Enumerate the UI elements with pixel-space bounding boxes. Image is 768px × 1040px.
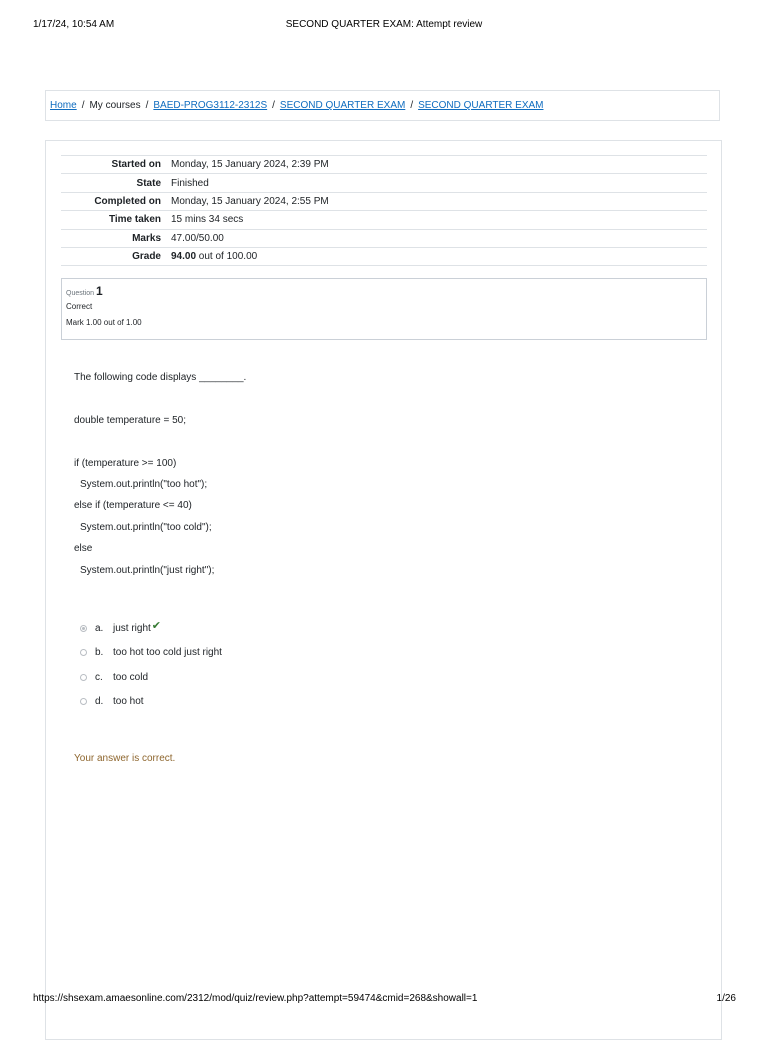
question-line: double temperature = 50; [74,415,187,426]
question-line: if (temperature >= 100) [74,458,177,469]
breadcrumb-separator: / [410,100,414,111]
question-prefix: Question [66,290,96,297]
attempt-summary-table [61,155,707,266]
answer-feedback: Your answer is correct. [74,753,176,764]
summary-value: Monday, 15 January 2024, 2:39 PM [171,159,329,171]
option-letter: c. [95,671,103,683]
radio-button[interactable] [80,698,87,705]
option-letter: a. [95,622,104,634]
question-number [66,284,702,298]
answer-option-b[interactable] [80,645,222,659]
option-letter: d. [95,695,104,707]
breadcrumb-quiz-link[interactable]: SECOND QUARTER EXAM [418,100,544,111]
breadcrumb-section-link[interactable]: SECOND QUARTER EXAM [279,100,406,111]
question-line: else if (temperature <= 40) [74,500,192,511]
print-title: SECOND QUARTER EXAM: Attempt review [285,19,483,30]
question-line: System.out.println("too hot"); [80,479,208,490]
summary-label: Grade [132,251,161,263]
answer-option-a[interactable] [80,621,161,635]
summary-value: 15 mins 34 secs [171,214,244,226]
question-line: The following code displays ________. [74,372,247,383]
breadcrumb [45,90,720,121]
summary-value: Monday, 15 January 2024, 2:55 PM [171,195,329,207]
summary-row [61,229,707,247]
question-line: System.out.println("just right"); [80,565,215,576]
print-datetime: 1/17/24, 10:54 AM [33,19,115,30]
breadcrumb-home-link[interactable]: Home [50,100,77,111]
question-info-box [61,278,707,340]
print-page-number: 1/26 [716,993,736,1004]
print-url: https://shsexam.amaesonline.com/2312/mod/quiz/review.php?attempt=59474&cmid=268&showall=1 [33,993,478,1004]
breadcrumb-separator: / [272,100,275,111]
summary-label: Time taken [108,214,161,226]
summary-row [61,211,707,229]
grade-value: 94.00 [171,251,197,263]
breadcrumb-separator: / [81,100,85,111]
summary-value [166,247,707,265]
summary-row [61,156,707,174]
summary-row [61,192,707,210]
answer-option-c[interactable] [80,670,148,684]
checkmark-icon: ✔ [151,619,162,632]
question-mark: Mark 1.00 out of 1.00 [66,318,142,327]
question-status: Correct [66,302,93,311]
summary-label: Marks [132,232,161,244]
breadcrumb-separator: / [145,100,149,111]
breadcrumb-course-link[interactable]: BAED-PROG3112-2312S [153,100,268,111]
option-text: too cold [113,671,149,683]
attempt-review-card [45,140,722,1040]
summary-label: Started on [111,159,161,171]
breadcrumb-my-courses: My courses [89,100,141,111]
option-text: too hot [113,695,144,707]
summary-value: Finished [171,177,209,189]
summary-label: Completed on [94,195,161,207]
option-letter: b. [95,646,104,658]
summary-row [61,174,707,192]
question-number-value: 1 [95,284,103,298]
question-line: System.out.println("too cold"); [80,522,212,533]
radio-button[interactable] [80,625,87,632]
radio-button[interactable] [80,674,87,681]
question-line: else [74,543,93,554]
summary-value: 47.00/50.00 [171,232,224,244]
answer-option-d[interactable] [80,694,144,708]
option-text: too hot too cold just right [113,646,222,658]
option-text: just right [113,622,151,634]
summary-label: State [136,177,161,189]
grade-suffix: out of 100.00 [196,251,258,263]
summary-row-grade [61,247,707,265]
radio-button[interactable] [80,649,87,656]
